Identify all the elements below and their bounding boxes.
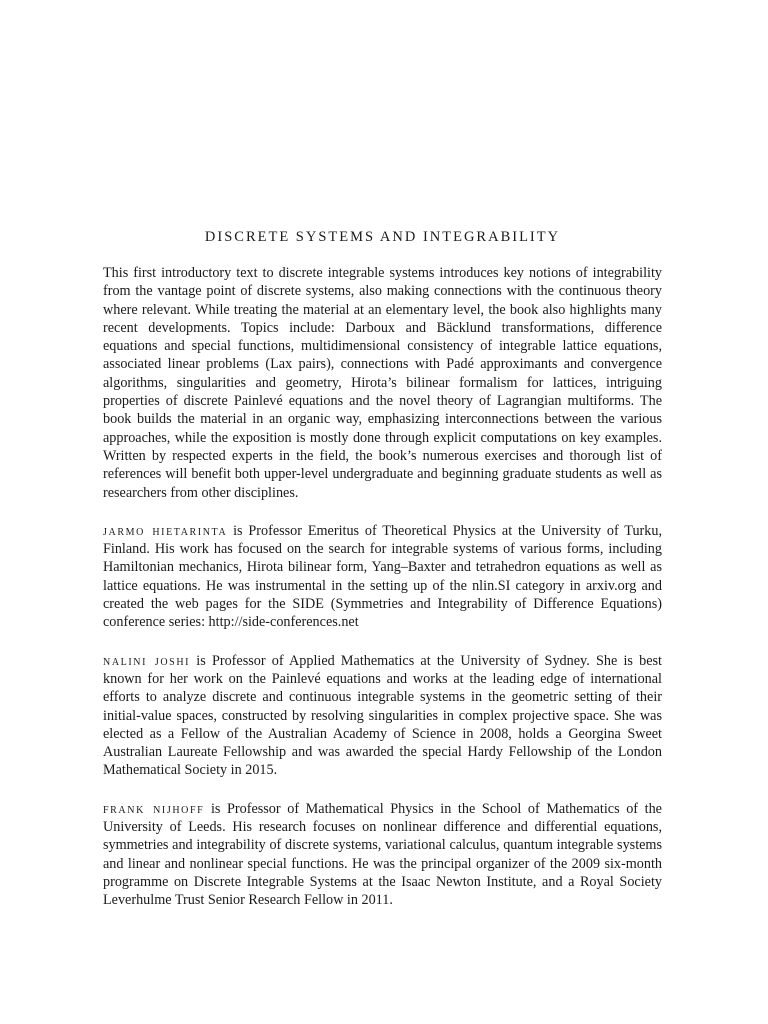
author-name: jarmo hietarinta [103, 522, 228, 539]
author-name: frank nijhoff [103, 800, 205, 817]
book-description: This first introductory text to discrete integrable systems introduces key notions of integrability from the vantage point of discrete systems, also making connections with the continuous theory where relevant. While treating the material at an elementary level, the book also highlights many recent developments. Topics include: Darboux and Bäcklund transformations, difference equations and special functions, multidimensional consistency of integrable lattice equations, associated linear problems (Lax pairs), connections with Padé approximants and convergence algorithms, singularities and geometry, Hirota’s bilinear formalism for lattices, intriguing properties of discrete Painlevé equations and the novel theory of Lagrangian multiforms. The book builds the material in an organic way, emphasizing interconnections between the various approaches, while the exposition is mostly done through explicit computations on key examples. Written by respected experts in the field, the book’s numerous exercises and thorough list of references will benefit both upper-level undergraduate and beginning graduate students as well as researchers from other disciplines. [103, 265, 662, 501]
author-bio-nijhoff [103, 800, 662, 910]
author-bio-joshi [103, 652, 662, 780]
author-bio-hietarinta [103, 522, 662, 632]
book-blurb-page [103, 229, 662, 930]
book-title: DISCRETE SYSTEMS AND INTEGRABILITY [204, 229, 561, 245]
author-bio-text: is Professor Emeritus of Theoretical Physics at the University of Turku, Finland. His work has focused on the search for integrable systems of various forms, including Hamiltonian mechanics, Hirota bilinear form, Yang–Baxter and tetrahedron equations as well as lattice equations. He was instrumental in the setting up of the nlin.SI category in arxiv.org and created the web pages for the SIDE (Symmetries and Integrability of Difference Equations) conference series: http://side-conferences.net [103, 522, 662, 631]
author-bio-text: is Professor of Mathematical Physics in the School of Mathematics of the University of Leeds. His research focuses on nonlinear difference and differential equations, symmetries and integrability of discrete systems, variational calculus, quantum integrable systems and linear and nonlinear special functions. He was the principal organizer of the 2009 six-month programme on Discrete Integrable Systems at the Isaac Newton Institute, and a Royal Society Leverhulme Trust Senior Research Fellow in 2011. [103, 800, 662, 909]
author-name: nalini joshi [103, 652, 191, 669]
author-bio-text: is Professor of Applied Mathematics at the University of Sydney. She is best known for her work on the Painlevé equations and works at the leading edge of international efforts to analyze discrete and continuous integrable systems in the geometric setting of their initial-value spaces, constructed by resolving singularities in complex projective space. She was elected as a Fellow of the Australian Academy of Science in 2008, holds a Georgina Sweet Australian Laureate Fellowship and was awarded the special Hardy Fellowship of the London Mathematical Society in 2015. [103, 652, 662, 779]
